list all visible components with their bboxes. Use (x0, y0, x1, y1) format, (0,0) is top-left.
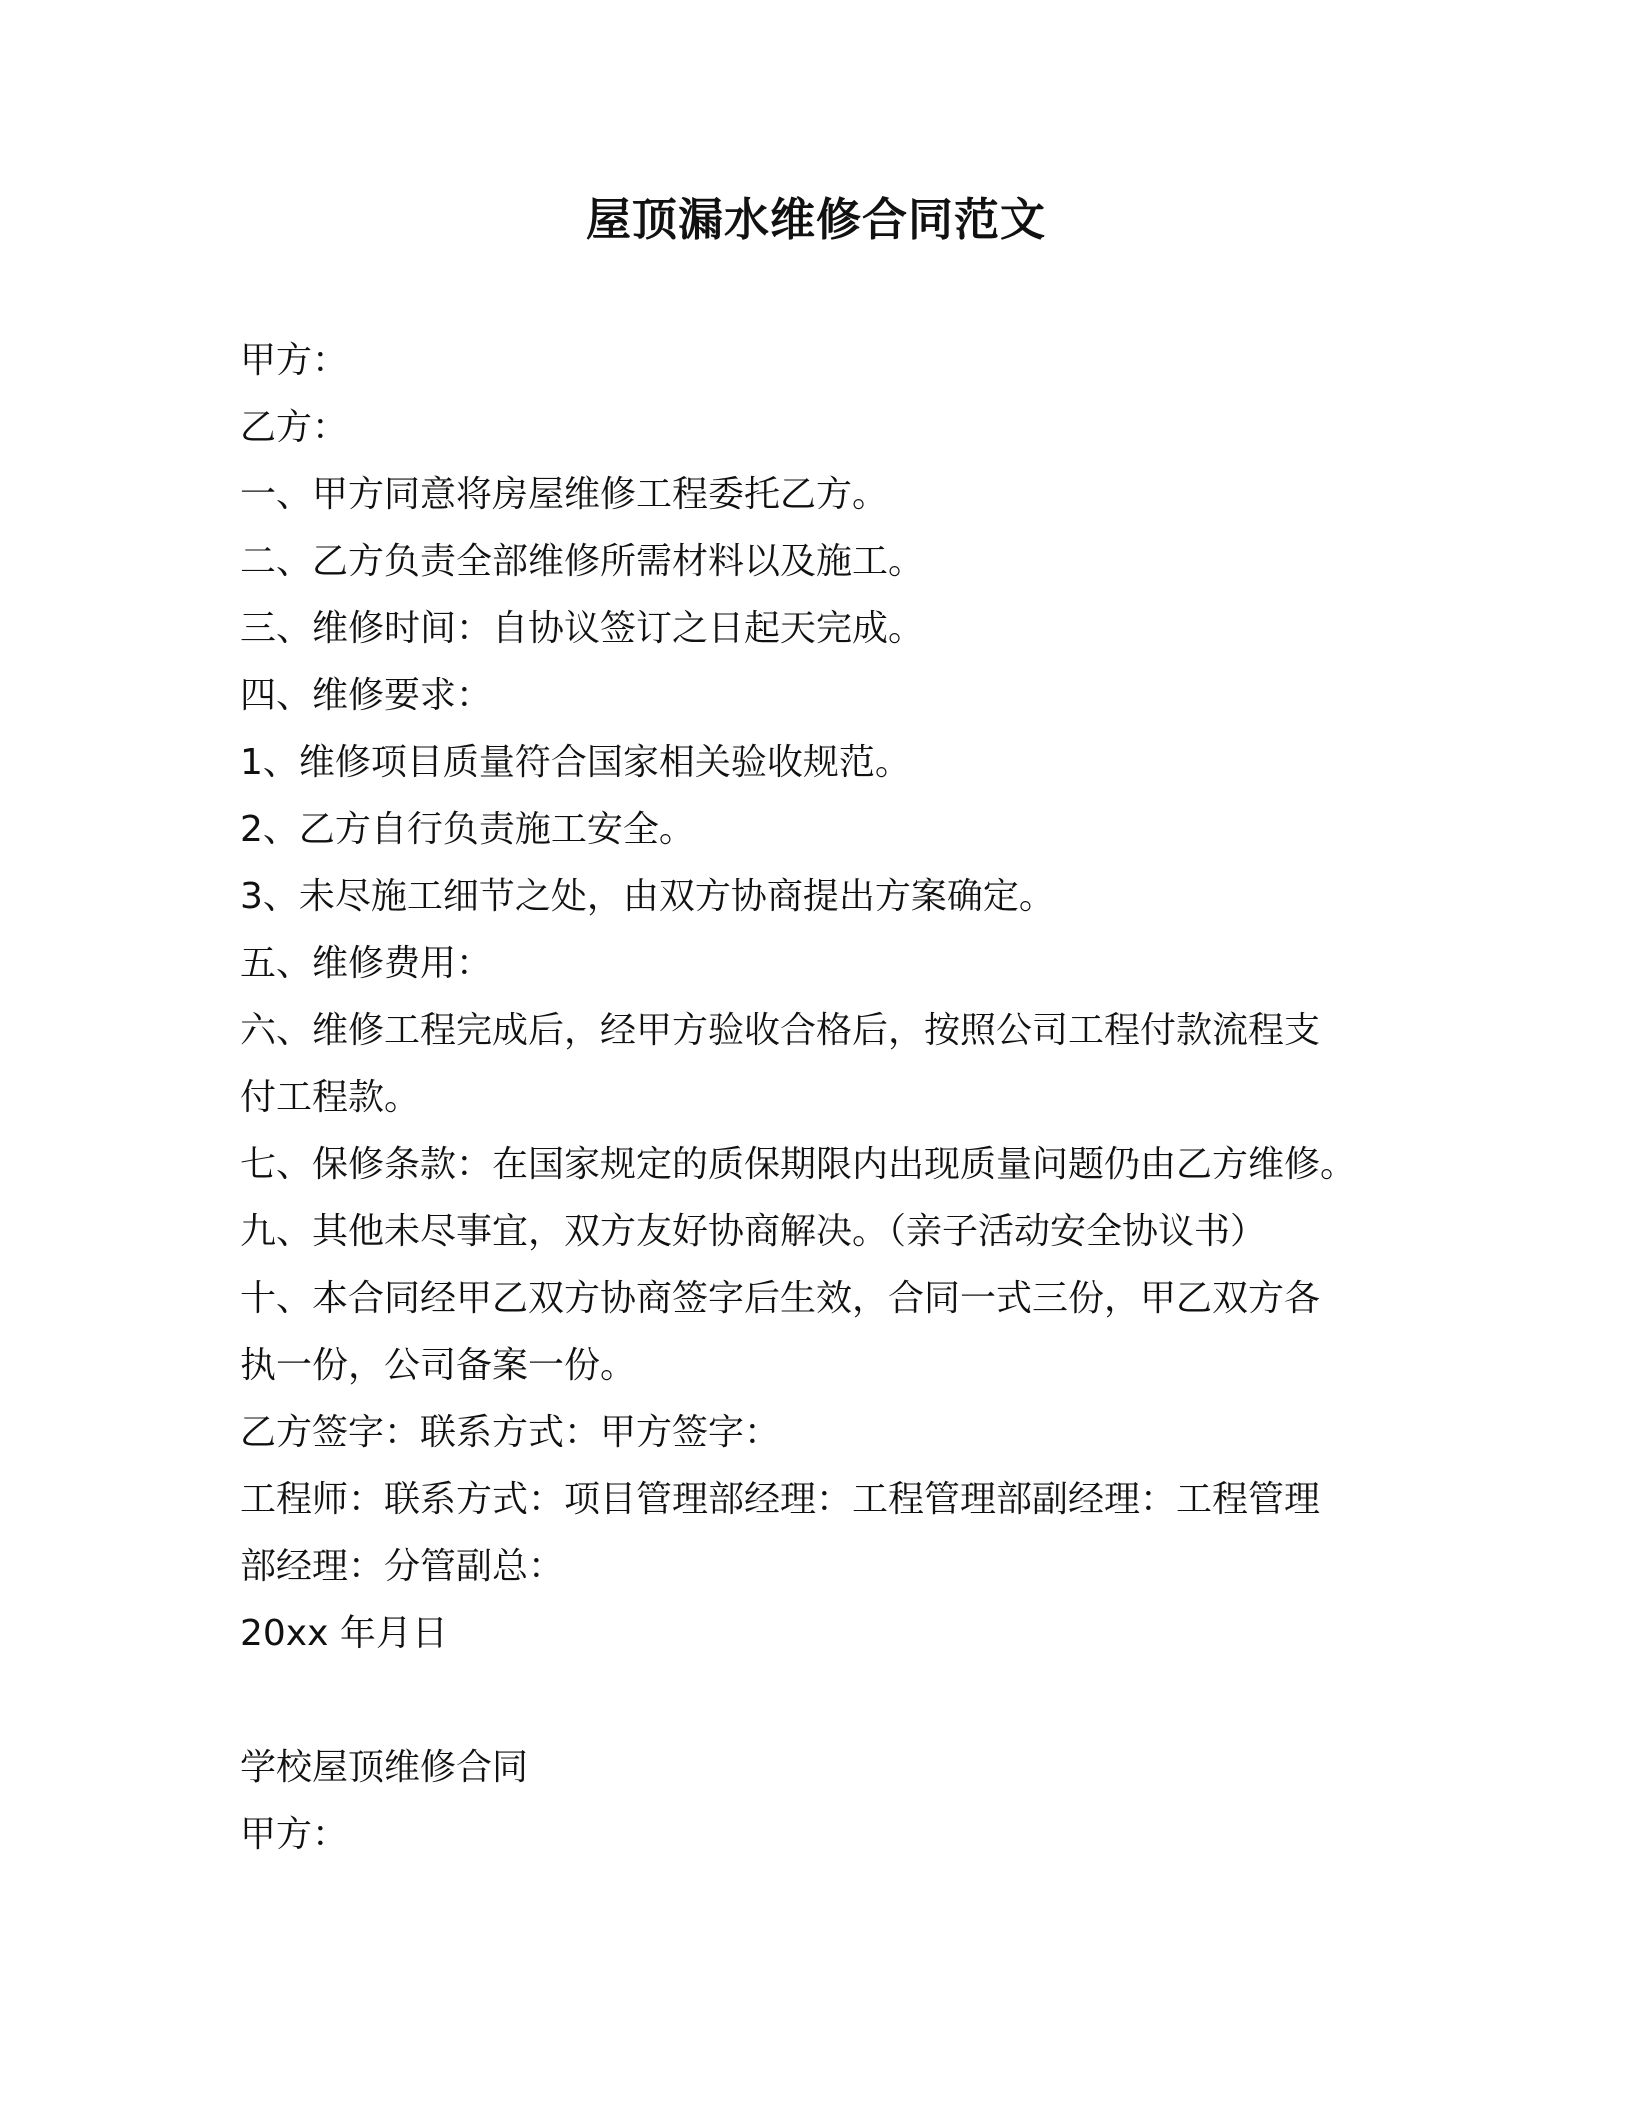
second-contract-title: 学校屋顶维修合同 (240, 1747, 529, 1788)
requirement-2: 2、乙方自行负责施工安全。 (240, 809, 695, 850)
document-title: 屋顶漏水维修合同范文 (585, 193, 1046, 246)
party-a-line: 甲方： (240, 340, 349, 381)
clause-5: 五、维修费用： (240, 943, 493, 984)
approvers-line-2: 部经理：分管副总： (240, 1546, 565, 1587)
blank-line (240, 1667, 1390, 1734)
clause-6-line-2: 付工程款。 (240, 1077, 421, 1118)
signature-line: 乙方签字：联系方式：甲方签字： (240, 1412, 781, 1453)
requirement-3: 3、未尽施工细节之处，由双方协商提出方案确定。 (240, 876, 1055, 917)
clause-10-line-2: 执一份，公司备案一份。 (240, 1345, 637, 1386)
clause-7: 七、保修条款：在国家规定的质保期限内出现质量问题仍由乙方维修。 (240, 1144, 1357, 1185)
clause-3: 三、维修时间：自协议签订之日起天完成。 (240, 608, 925, 649)
clause-6-line-1: 六、维修工程完成后，经甲方验收合格后，按照公司工程付款流程支 (240, 1010, 1321, 1051)
document-body (240, 327, 1390, 1868)
date-line: 20xx 年月日 (240, 1613, 448, 1654)
clause-9: 九、其他未尽事宜，双方友好协商解决。（亲子活动安全协议书） (240, 1211, 1267, 1252)
clause-4: 四、维修要求： (240, 675, 493, 716)
party-b-line: 乙方： (240, 407, 349, 448)
clause-10-line-1: 十、本合同经甲乙双方协商签字后生效，合同一式三份，甲乙双方各 (240, 1278, 1321, 1319)
approvers-line-1: 工程师：联系方式：项目管理部经理：工程管理部副经理：工程管理 (240, 1479, 1321, 1520)
requirement-1: 1、维修项目质量符合国家相关验收规范。 (240, 742, 911, 783)
second-party-a-line: 甲方： (240, 1814, 349, 1855)
clause-1: 一、甲方同意将房屋维修工程委托乙方。 (240, 474, 889, 515)
clause-2: 二、乙方负责全部维修所需材料以及施工。 (240, 541, 925, 582)
